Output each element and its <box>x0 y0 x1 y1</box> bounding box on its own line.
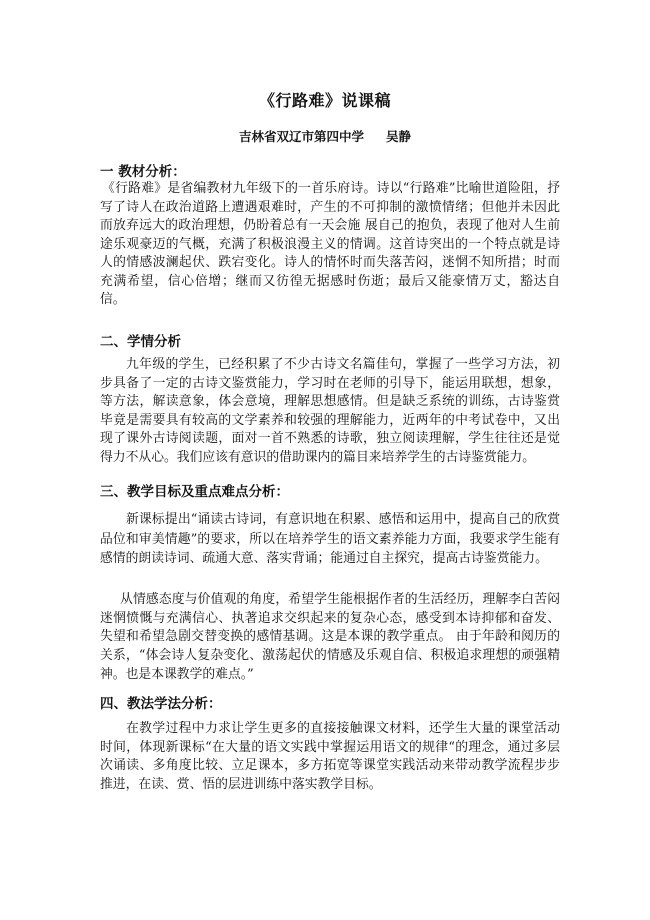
section-heading-2: 二、学情分析 <box>100 334 181 350</box>
author-school: 吉林省双辽市第四中学 <box>238 129 364 144</box>
document-title: 《行路难》说课稿 <box>258 91 391 110</box>
section-4-paragraph: 在教学过程中力求让学生更多的直接接触课文材料，还学生大量的课堂活动时间，体现新课标“在大量的语文实践中掌握运用语文的规律“的理念，通过多层次诵读、多角度比较、立足课本，多方拓宽等课堂实践活动来带动教学流程步步推进，在读、赏、悟的层进训练中落实教学目标。 <box>100 721 560 792</box>
author-name: 吴静 <box>386 129 412 144</box>
section-heading-4: 四、教法学法分析： <box>100 696 222 712</box>
section-heading-1: 一 教材分析： <box>100 164 186 180</box>
author-line <box>0 127 650 145</box>
section-1-paragraph: 《行路难》是省编教材九年级下的一首乐府诗。诗以“行路难”比喻世道险阻，抒写了诗人在政治道路上遭遇艰难时，产生的不可抑制的激愤情绪；但他并未因此而放弃远大的政治理想，仍盼着总有一天会施 展自己的抱负，表现了他对人生前途乐观豪迈的气概，充满了积极浪漫主义的情调。这首诗突出的一个特点就是诗人的情感波澜起伏、跌宕变化。诗人的情怀时而失落苦闷，迷惘不知所措；时而充满希望，信心倍增；继而又彷徨无据感时伤逝；最后又能豪情万丈，豁达自信。 <box>100 181 560 307</box>
section-3-paragraph-1: 新课标提出“诵读古诗词，有意识地在积累、感悟和运用中，提高自己的欣赏品位和审美情趣”的要求，所以在培养学生的语文素养能力方面，我要求学生能有感情的朗读诗词、疏通大意、落实背诵；能通过自主探究，提高古诗鉴赏能力。 <box>100 512 560 566</box>
section-2-paragraph: 九年级的学生，已经积累了不少古诗文名篇佳句，掌握了一些学习方法，初步具备了一定的古诗文鉴赏能力，学习时在老师的引导下，能运用联想，想象，等方法，解读意象，体会意境，理解思想感情。但是缺乏系统的训练，古诗鉴赏毕竟是需要具有较高的文学素养和较强的理解能力，近两年的中考试卷中，又出现了课外古诗阅读题，面对一首不熟悉的诗歌，独立阅读理解，学生往往还是觉得力不从心。我们应该有意识的借助课内的篇目来培养学生的古诗鉴赏能力。 <box>100 357 560 465</box>
section-3-paragraph-2: 从情感态度与价值观的角度，希望学生能根据作者的生活经历，理解李白苦闷迷惘愤慨与充满信心、执著追求交织起来的复杂心态，感受到本诗抑郁和奋发、失望和希望急剧交替变换的感情基调。这是本课的教学重点。 由于年龄和阅历的关系，“体会诗人复杂变化、激荡起伏的情感及乐观自信、积极追求理想的顽强精神。也是本课教学的难点。” <box>100 592 560 682</box>
section-heading-3: 三、教学目标及重点难点分析： <box>100 484 289 500</box>
